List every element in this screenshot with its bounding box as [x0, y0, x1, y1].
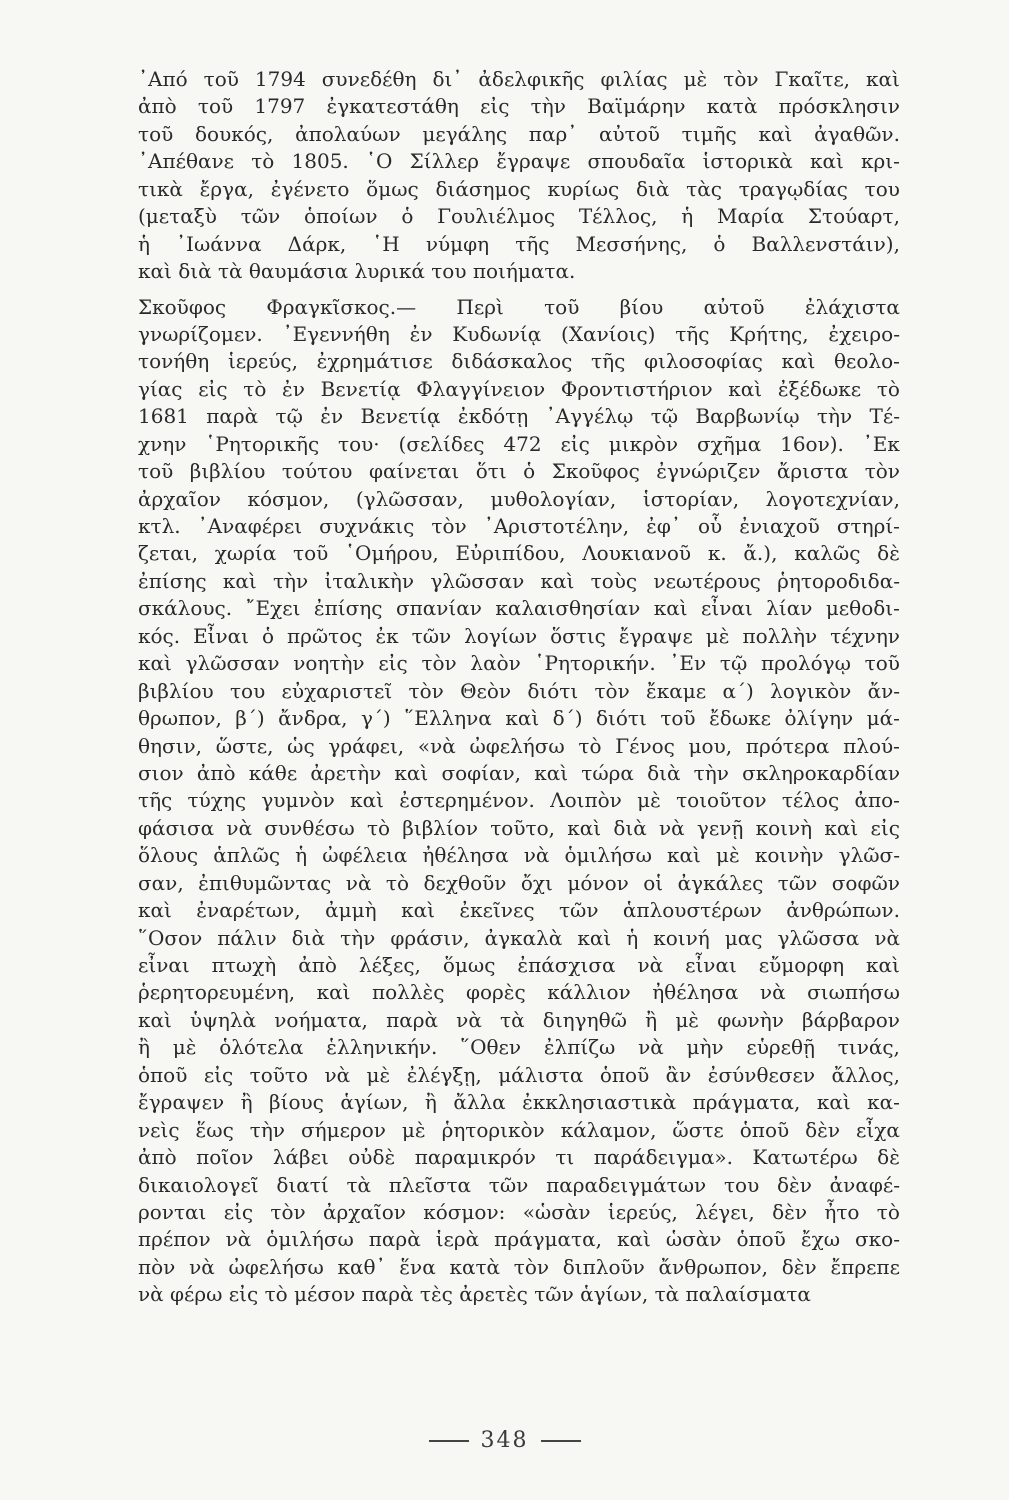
text-line: ῥερητορευμένη, καὶ πολλὲς φορὲς κάλλιον ἠθέλησα νὰ σιωπήσω: [138, 980, 900, 1005]
page-number-footer: [0, 1428, 1009, 1453]
text-line: νὰ φέρω εἰς τὸ μέσον παρὰ τὲς ἀρετὲς τῶν ἁγίων, τὰ παλαίσματα: [138, 1282, 811, 1307]
text-line: σιον ἀπὸ κάθε ἀρετὴν καὶ σοφίαν, καὶ τώρα διὰ τὴν σκληροκαρδίαν: [138, 760, 900, 785]
text-line: ἀρχαῖον κόσμον, (γλῶσσαν, μυθολογίαν, ἱστορίαν, λογοτεχνίαν,: [138, 486, 900, 511]
right-dash: [541, 1440, 581, 1442]
text-line: δικαιολογεῖ διατί τὰ πλεῖστα τῶν παραδειγμάτων του δὲν ἀναφέ-: [138, 1172, 900, 1197]
text-line: θρωπον, β΄) ἄνδρα, γ΄) ῞Ελληνα καὶ δ΄) διότι τοῦ ἔδωκε ὀλίγην μά-: [138, 706, 900, 731]
text-line: ζεται, χωρία τοῦ ῾Ομήρου, Εὐριπίδου, Λουκιανοῦ κ. ἄ.), καλῶς δὲ: [138, 541, 900, 566]
text-line: ᾿Από τοῦ 1794 συνεδέθη δι᾿ ἀδελφικῆς φιλίας μὲ τὸν Γκαῖτε, καὶ: [138, 67, 900, 91]
text-line: ὁποῦ εἰς τοῦτο νὰ μὲ ἐλέγξῃ, μάλιστα ὁποῦ ἂν ἐσύνθεσεν ἄλλος,: [138, 1062, 900, 1087]
text-line: σαν, ἐπιθυμῶντας νὰ τὸ δεχθοῦν ὄχι μόνον οἱ ἀγκάλες τῶν σοφῶν: [138, 870, 900, 895]
text-line: τονήθη ἱερεύς, ἐχρημάτισε διδάσκαλος τῆς φιλοσοφίας καὶ θεολο-: [138, 349, 900, 374]
paragraph-gap: [138, 286, 900, 294]
text-line: ὅλους ἁπλῶς ἡ ὠφέλεια ἠθέλησα νὰ ὁμιλήσω καὶ μὲ κοινὴν γλῶσ-: [138, 843, 900, 868]
text-line: τοῦ δουκός, ἀπολαύων μεγάλης παρ᾿ αὐτοῦ τιμῆς καὶ ἀγαθῶν.: [138, 121, 900, 146]
text-line: γνωρίζομεν. ᾿Εγεννήθη ἐν Κυδωνίᾳ (Χανίοις) τῆς Κρήτης, ἐχειρο-: [138, 321, 900, 346]
text-line: καὶ ὑψηλὰ νοήματα, παρὰ νὰ τὰ διηγηθῶ ἢ μὲ φωνὴν βάρβαρον: [138, 1007, 900, 1032]
text-line: ἐπίσης καὶ τὴν ἰταλικὴν γλῶσσαν καὶ τοὺς νεωτέρους ῥητοροδιδα-: [138, 568, 900, 593]
text-line: τῆς τύχης γυμνὸν καὶ ἐστερημένον. Λοιπὸν μὲ τοιοῦτον τέλος ἀπο-: [138, 788, 900, 813]
text-line: ἀπὸ τοῦ 1797 ἐγκατεστάθη εἰς τὴν Βαϊμάρην κατὰ πρόσκλησιν: [138, 94, 900, 119]
text-line: πὸν νὰ ὠφελήσω καθ᾿ ἕνα κατὰ τὸν διπλοῦν ἄνθρωπον, δὲν ἔπρεπε: [138, 1254, 900, 1279]
text-line: κός. Εἶναι ὁ πρῶτος ἐκ τῶν λογίων ὅστις ἔγραψε μὲ πολλὴν τέχνην: [138, 623, 900, 648]
text-line: χνην ῾Ρητορικῆς του· (σελίδες 472 εἰς μικρὸν σχῆμα 16ον). ᾿Εκ: [138, 431, 900, 456]
text-line: ῞Οσον πάλιν διὰ τὴν φράσιν, ἀγκαλὰ καὶ ἡ κοινή μας γλῶσσα νὰ: [138, 925, 900, 950]
text-line: (μεταξὺ τῶν ὁποίων ὁ Γουλιέλμος Τέλλος, ἡ Μαρία Στούαρτ,: [138, 204, 900, 229]
text-line: θησιν, ὥστε, ὡς γράφει, «νὰ ὠφελήσω τὸ Γένος μου, πρότερα πλού-: [138, 733, 900, 758]
text-line: τικὰ ἔργα, ἐγένετο ὅμως διάσημος κυρίως διὰ τὰς τραγῳδίας του: [138, 176, 900, 201]
text-line: καὶ διὰ τὰ θαυμάσια λυρικά του ποιήματα.: [138, 259, 576, 284]
page-number: 348: [480, 1428, 529, 1453]
text-line: φάσισα νὰ συνθέσω τὸ βιβλίον τοῦτο, καὶ διὰ νὰ γενῇ κοινὴ καὶ εἰς: [138, 815, 900, 840]
left-dash: [429, 1440, 469, 1442]
text-line: νεὶς ἕως τὴν σήμερον μὲ ῥητορικὸν κάλαμον, ὥστε ὁποῦ δὲν εἶχα: [138, 1117, 900, 1142]
text-line: κτλ. ᾿Αναφέρει συχνάκις τὸν ᾿Αριστοτέλην, ἐφ᾿ οὗ ἐνιαχοῦ στηρί-: [138, 514, 900, 538]
text-line: 1681 παρὰ τῷ ἐν Βενετίᾳ ἐκδότῃ ᾿Αγγέλῳ τῷ Βαρβωνίῳ τὴν Τέ-: [138, 404, 900, 429]
text-line: ρονται εἰς τὸν ἀρχαῖον κόσμον: «ὡσὰν ἱερεύς, λέγει, δὲν ἦτο τὸ: [138, 1199, 900, 1224]
text-line: ἔγραψεν ἢ βίους ἁγίων, ἢ ἄλλα ἐκκλησιαστικὰ πράγματα, καὶ κα-: [138, 1090, 900, 1115]
text-line: ἡ ᾿Ιωάννα Δάρκ, ῾Η νύμφη τῆς Μεσσήνης, ὁ Βαλλενστάιν),: [138, 231, 900, 256]
text-line: βιβλίου του εὐχαριστεῖ τὸν Θεὸν διότι τὸν ἔκαμε α΄) λογικὸν ἄν-: [138, 678, 900, 703]
body-text: [138, 66, 900, 1309]
text-line: ᾿Απέθανε τὸ 1805. ῾Ο Σίλλερ ἔγραψε σπουδαῖα ἱστορικὰ καὶ κρι-: [138, 149, 900, 174]
text-line: καὶ γλῶσσαν νοητὴν εἰς τὸν λαὸν ῾Ρητορικήν. ᾿Εν τῷ προλόγῳ τοῦ: [138, 651, 900, 676]
text-line: ἢ μὲ ὁλότελα ἑλληνικήν. ῞Οθεν ἐλπίζω νὰ μὴν εὑρεθῇ τινάς,: [138, 1035, 900, 1060]
text-line: Σκοῦφος Φραγκῖσκος.— Περὶ τοῦ βίου αὐτοῦ ἐλάχιστα: [138, 294, 900, 319]
text-line: σκάλους. ῎Εχει ἐπίσης σπανίαν καλαισθησίαν καὶ εἶναι λίαν μεθοδι-: [138, 596, 900, 621]
text-line: εἶναι πτωχὴ ἀπὸ λέξες, ὅμως ἐπάσχισα νὰ εἶναι εὔμορφη καὶ: [138, 953, 900, 977]
text-line: καὶ ἐναρέτων, ἀμμὴ καὶ ἐκεῖνες τῶν ἁπλουστέρων ἀνθρώπων.: [138, 898, 900, 923]
text-line: γίας εἰς τὸ ἐν Βενετίᾳ Φλαγγίνειον Φροντιστήριον καὶ ἐξέδωκε τὸ: [138, 376, 900, 401]
text-line: πρέπον νὰ ὁμιλήσω παρὰ ἱερὰ πράγματα, καὶ ὡσὰν ὁποῦ ἔχω σκο-: [138, 1227, 900, 1252]
text-line: ἀπὸ ποῖον λάβει οὐδὲ παραμικρόν τι παράδειγμα». Κατωτέρω δὲ: [138, 1145, 900, 1170]
text-line: τοῦ βιβλίου τούτου φαίνεται ὅτι ὁ Σκοῦφος ἐγνώριζεν ἄριστα τὸν: [138, 459, 900, 484]
